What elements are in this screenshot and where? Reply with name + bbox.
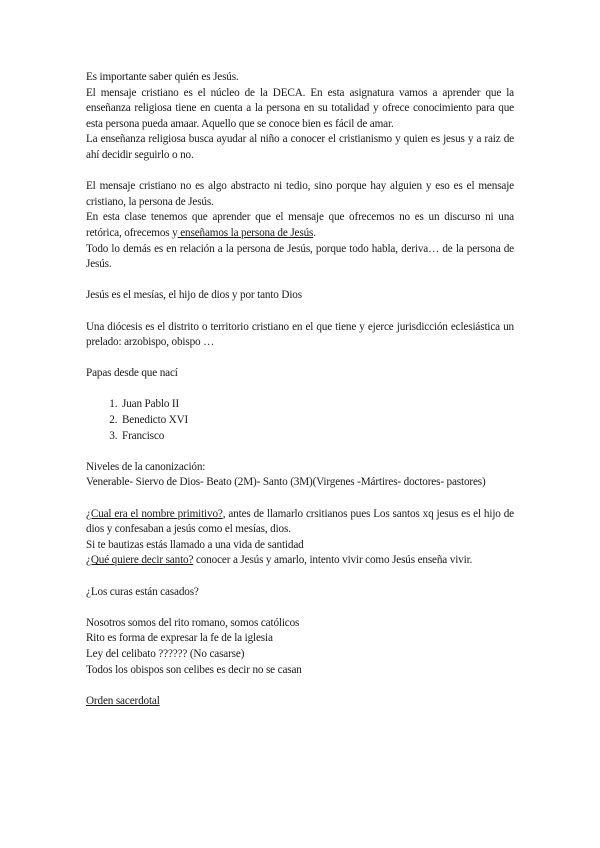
spacer bbox=[86, 444, 514, 460]
paragraph-mensaje-no-abstracto: El mensaje cristiano no es algo abstracto ni tedio, sino porque hay alguien y eso es el mensaje cristiano, la persona de Jesús. bbox=[86, 180, 514, 208]
underlined-question: ¿Cual era el nombre primitivo? bbox=[86, 507, 223, 520]
text-segment: . bbox=[313, 226, 316, 239]
paragraph-ensenanza-religiosa: La enseñanza religiosa busca ayudar al niño a conocer el cristianismo y quien es jesus y a raiz de ahí decidir seguirlo o no. bbox=[86, 133, 514, 161]
text-segment: En esta clase tenemos que aprender que el mensaje que ofrecemos no es un discurso ni una retórica, ofrecemos y bbox=[86, 211, 514, 239]
paragraph-niveles-canonizacion: Niveles de la canonización: bbox=[86, 460, 206, 473]
list-item: 3. Francisco bbox=[120, 429, 514, 445]
spacer bbox=[86, 678, 514, 694]
list-item: 1. Juan Pablo II bbox=[120, 397, 514, 413]
paragraph-bautizas: Si te bautizas estás llamado a una vida de santidad bbox=[86, 538, 304, 551]
popes-list bbox=[86, 397, 514, 444]
underlined-text: enseñamos la persona de Jesús bbox=[177, 226, 314, 239]
paragraph-mensaje-deca: El mensaje cristiano es el núcleo de la DECA. En esta asignatura vamos a aprender que la enseñanza religiosa tiene en cuenta a la persona en su totalidad y ofrece conocimiento para que esta persona pueda amaar. Aquello que se conoce bien es fácil de amar. bbox=[86, 86, 514, 130]
paragraph-obispos-celibes: Todos los obispos son celibes es decir no se casan bbox=[86, 663, 302, 676]
spacer bbox=[86, 491, 514, 507]
paragraph-curas-casados: ¿Los curas están casados? bbox=[86, 585, 199, 598]
paragraph-intro: Es importante saber quién es Jesús. bbox=[86, 71, 239, 83]
spacer bbox=[86, 164, 514, 180]
list-item: 2. Benedicto XVI bbox=[120, 413, 514, 429]
paragraph-que-es-santo bbox=[86, 553, 514, 569]
spacer bbox=[86, 304, 514, 320]
spacer bbox=[86, 382, 514, 398]
paragraph-diocesis: Una diócesis es el distrito o territorio cristiano en el que tiene y ejerce jurisdicción eclesiástica un prelado: arzobispo, obispo … bbox=[86, 320, 514, 349]
paragraph-venerable: Venerable- Siervo de Dios- Beato (2M)- Santo (3M)(Virgenes -Mártires- doctores- pastores) bbox=[86, 476, 486, 489]
spacer bbox=[86, 351, 514, 367]
underlined-question: ¿Qué quiere decir santo? bbox=[86, 554, 194, 567]
section-heading-orden-sacerdotal: Orden sacerdotal bbox=[86, 694, 160, 707]
paragraph-rito-forma: Rito es forma de expresar la fe de la iglesia bbox=[86, 632, 273, 645]
paragraph-todo-lo-demas: Todo lo demás es en relación a la persona de Jesús, porque todo habla, deriva… de la persona de Jesús. bbox=[86, 242, 514, 271]
spacer bbox=[86, 273, 514, 289]
document-page bbox=[86, 70, 514, 709]
paragraph-rito-romano: Nosotros somos del rito romano, somos católicos bbox=[86, 616, 300, 629]
spacer bbox=[86, 569, 514, 585]
spacer bbox=[86, 600, 514, 616]
text-segment: , antes de llamarlo crsitianos pues Los santos xq jesus es el hijo de dios y confesaban a jesús como el mesías, dios. bbox=[86, 507, 515, 536]
paragraph-en-esta-clase bbox=[86, 210, 514, 241]
text-segment: conocer a Jesús y amarlo, intento vivir como Jesús enseña vivir. bbox=[193, 554, 473, 567]
paragraph-ley-celibato: Ley del celibato ?????? (No casarse) bbox=[86, 647, 245, 660]
paragraph-jesus-mesias: Jesús es el mesías, el hijo de dios y por tanto Dios bbox=[86, 289, 302, 302]
paragraph-papas: Papas desde que nací bbox=[86, 367, 178, 380]
paragraph-nombre-primitivo bbox=[86, 507, 514, 538]
